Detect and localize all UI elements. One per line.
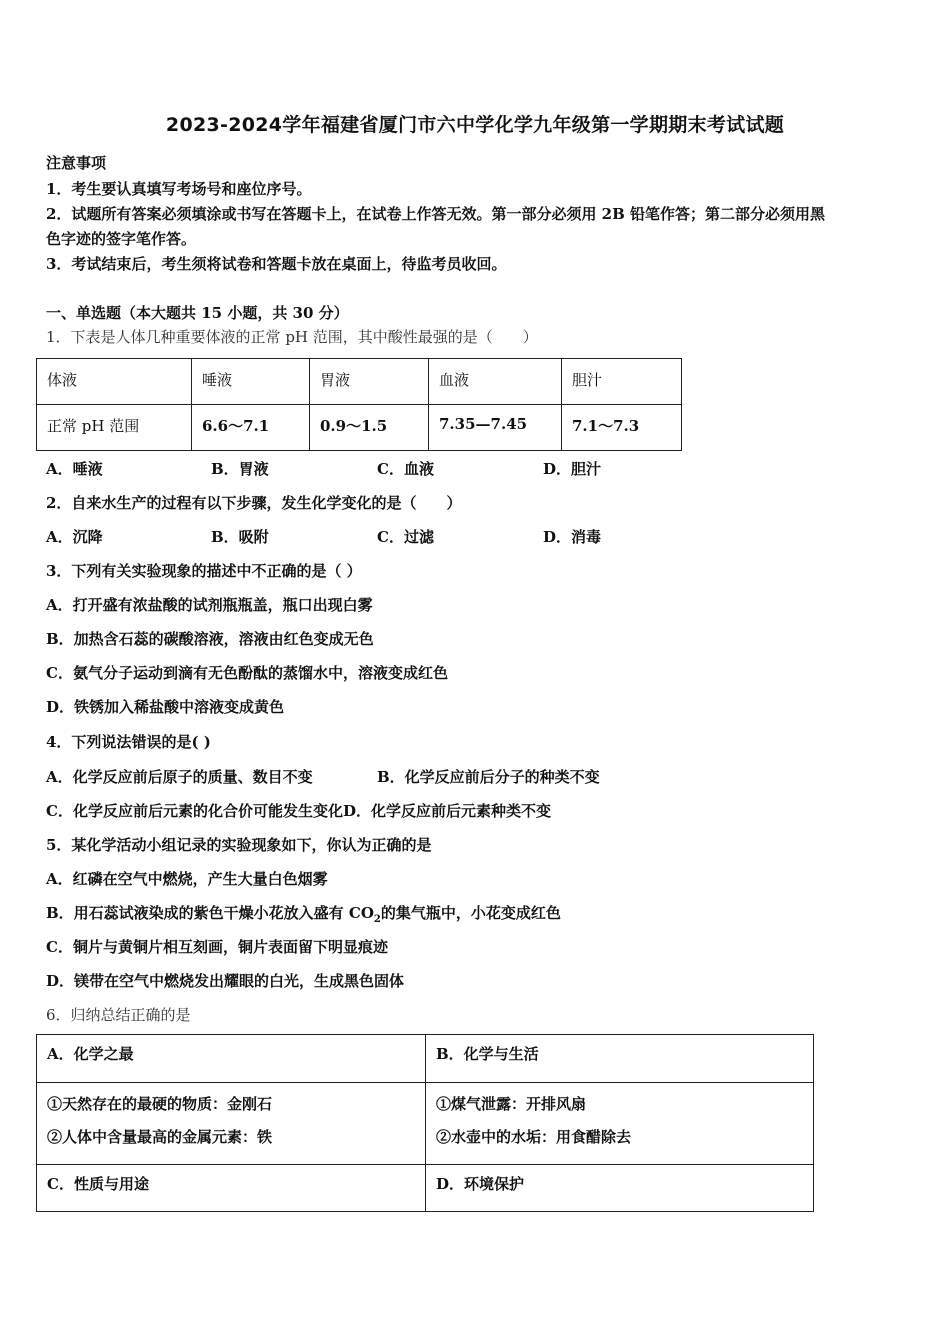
- table-cell: [37, 1083, 426, 1165]
- q5-stem: 5．某化学活动小组记录的实验现象如下，你认为正确的是: [46, 836, 432, 854]
- notice-item: 3．考试结束后，考生须将试卷和答题卡放在桌面上，待监考员收回。: [46, 255, 507, 273]
- option: [46, 902, 561, 925]
- table-cell: 唾液: [192, 359, 310, 405]
- option-text: 的集气瓶中，小花变成红色: [380, 904, 561, 922]
- option: C．铜片与黄铜片相互刻画，铜片表面留下明显痕迹: [46, 938, 388, 956]
- table-row: [37, 1165, 814, 1212]
- notice-heading: 注意事项: [46, 154, 107, 172]
- table-cell: 7.1～7.3: [562, 405, 682, 451]
- option-text: B．用石蕊试液染成的紫色干燥小花放入盛有 CO: [46, 904, 374, 922]
- option: C．氨气分子运动到滴有无色酚酞的蒸馏水中，溶液变成红色: [46, 664, 448, 682]
- option: D．胆汁: [543, 460, 602, 478]
- table-cell: 血液: [429, 359, 562, 405]
- table-cell: 0.9～1.5: [310, 405, 429, 451]
- option: B．胃液: [211, 460, 269, 478]
- table-cell: 7.35—7.45: [429, 405, 562, 451]
- table-cell: C．性质与用途: [37, 1165, 426, 1212]
- q4-options: [46, 800, 551, 821]
- q4-stem: 4．下列说法错误的是( ): [46, 733, 211, 751]
- notice-item: 1．考生要认真填写考场号和座位序号。: [46, 180, 312, 198]
- table-row: [37, 405, 682, 451]
- q2-options: [46, 526, 601, 547]
- q3-stem: 3．下列有关实验现象的描述中不正确的是（ ）: [46, 562, 362, 580]
- option: D．化学反应前后元素种类不变: [342, 802, 551, 820]
- section-heading: 一、单选题（本大题共 15 小题，共 30 分）: [46, 304, 349, 322]
- notice-item: 2．试题所有答案必须填涂或书写在答题卡上，在试卷上作答无效。第一部分必须用 2B 铅笔作答；第二部分必须用黑: [46, 205, 826, 223]
- option: B．吸附: [211, 528, 269, 546]
- table-cell: B．化学与生活: [426, 1035, 814, 1083]
- list-item: ①天然存在的最硬的物质：金刚石: [47, 1095, 273, 1113]
- option: C．血液: [377, 460, 434, 478]
- list-item: ②水壶中的水垢：用食醋除去: [436, 1128, 632, 1146]
- list-item: ②人体中含量最高的金属元素：铁: [47, 1128, 273, 1146]
- table-cell: 正常 pH 范围: [37, 405, 192, 451]
- q4-options: [46, 766, 600, 787]
- option: D．镁带在空气中燃烧发出耀眼的白光，生成黑色固体: [46, 972, 405, 990]
- option: B．化学反应前后分子的种类不变: [377, 768, 600, 786]
- option: C．过滤: [377, 528, 434, 546]
- table-cell: 胃液: [310, 359, 429, 405]
- table-cell: [426, 1083, 814, 1165]
- table-cell: 体液: [37, 359, 192, 405]
- table-cell: D．环境保护: [426, 1165, 814, 1212]
- table-row: [37, 359, 682, 405]
- option: B．加热含石蕊的碳酸溶液，溶液由红色变成无色: [46, 630, 374, 648]
- q1-stem: 1．下表是人体几种重要体液的正常 pH 范围，其中酸性最强的是（ ）: [46, 328, 538, 346]
- subscript: 2: [373, 914, 381, 925]
- option: A．沉降: [46, 528, 103, 546]
- option: D．消毒: [543, 528, 602, 546]
- summary-table: [36, 1034, 814, 1212]
- option: C．化学反应前后元素的化合价可能发生变化: [46, 802, 343, 820]
- table-cell: 6.6～7.1: [192, 405, 310, 451]
- option: A．打开盛有浓盐酸的试剂瓶瓶盖，瓶口出现白雾: [46, 596, 373, 614]
- ph-table: [36, 358, 682, 451]
- q6-stem: 6．归纳总结正确的是: [46, 1006, 191, 1024]
- page-title: 2023-2024学年福建省厦门市六中学化学九年级第一学期期末考试试题: [165, 114, 785, 136]
- q2-stem: 2．自来水生产的过程有以下步骤，发生化学变化的是（ ）: [46, 494, 462, 512]
- table-row: [37, 1035, 814, 1083]
- option: A．化学反应前后原子的质量、数目不变: [46, 768, 313, 786]
- table-cell: A．化学之最: [37, 1035, 426, 1083]
- option: A．唾液: [46, 460, 103, 478]
- notice-item: 色字迹的签字笔作答。: [46, 230, 197, 248]
- table-row: [37, 1083, 814, 1165]
- table-cell: 胆汁: [562, 359, 682, 405]
- option: D．铁锈加入稀盐酸中溶液变成黄色: [46, 698, 285, 716]
- list-item: ①煤气泄露：开排风扇: [436, 1095, 587, 1113]
- option: A．红磷在空气中燃烧，产生大量白色烟雾: [46, 870, 328, 888]
- q1-options: [46, 458, 601, 479]
